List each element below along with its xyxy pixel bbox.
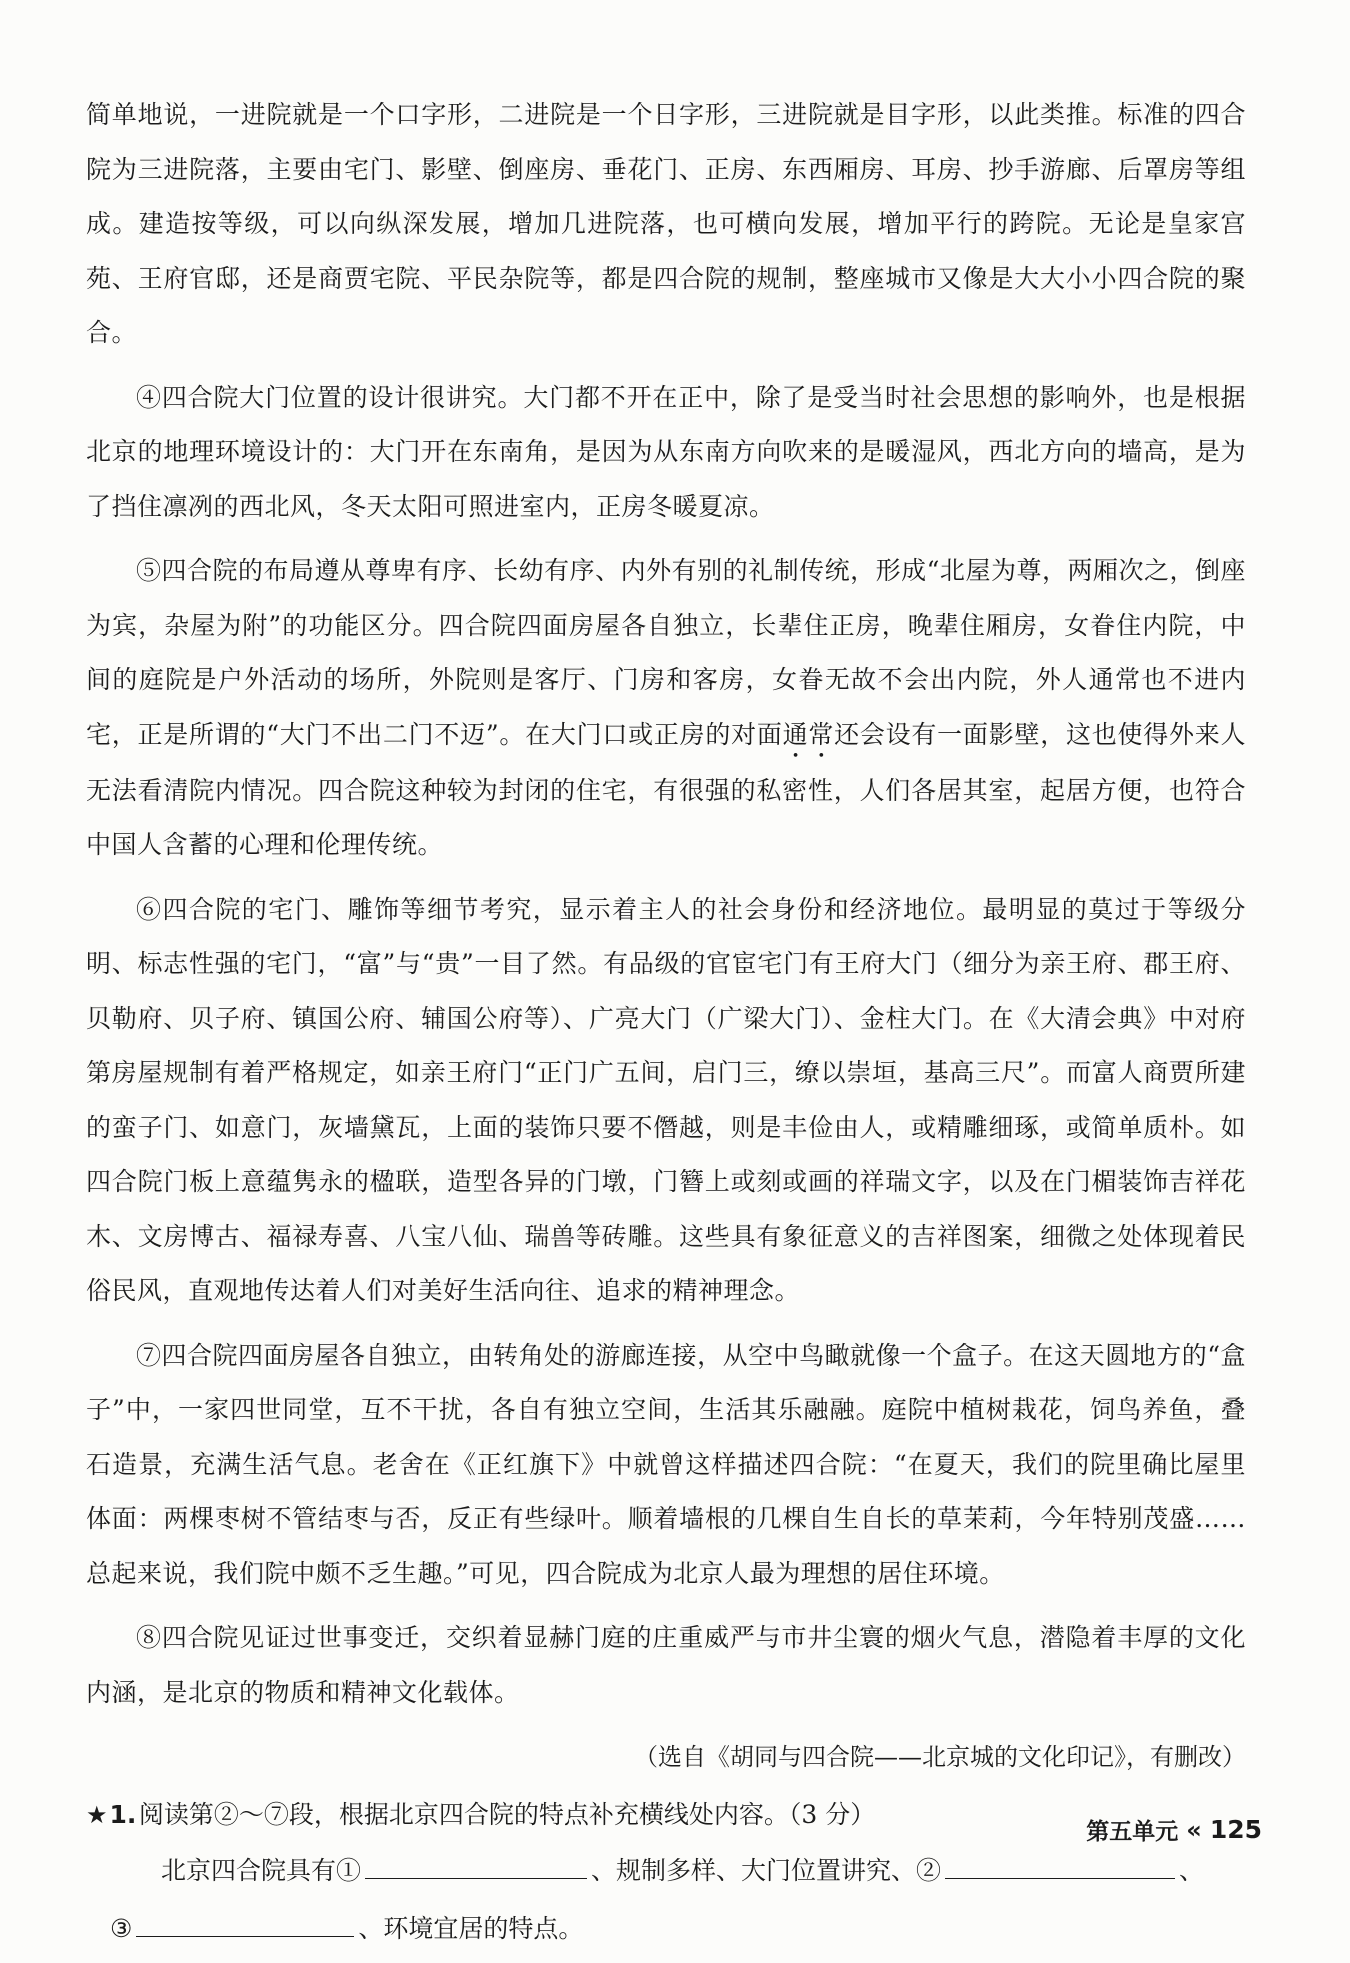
answer-text-2: 、规制多样、大门位置讲究、②	[591, 1856, 942, 1885]
answer-line-2	[86, 1900, 1246, 1958]
question-number: 1.	[109, 1800, 137, 1829]
article-body	[86, 88, 1246, 1958]
question-text: 阅读第②～⑦段，根据北京四合院的特点补充横线处内容。（3 分）	[138, 1800, 876, 1829]
paragraph-5-part-b: 还会设有一面影壁，这也使得外来人无法看清院内情况。四合院这种较为封闭的住宅，有很强的私密性，人们各居其室，起居方便，也符合中国人含蓄的心理和伦理传统。	[86, 719, 1246, 859]
source-citation: （选自《胡同与四合院——北京城的文化印记》，有删改）	[634, 1743, 1246, 1771]
paragraph-8: ⑧四合院见证过世事变迁，交织着显赫门庭的庄重威严与市井尘寰的烟火气息，潜隐着丰厚的文化内涵，是北京的物质和精神文化载体。	[86, 1623, 1246, 1707]
emphasized-word: 通常	[782, 719, 835, 749]
paragraph-3-continued: 简单地说，一进院就是一个口字形，二进院是一个日字形，三进院就是目字形，以此类推。标准的四合院为三进院落，主要由宅门、影壁、倒座房、垂花门、正房、东西厢房、耳房、抄手游廊、后罩房等组成。建造按等级，可以向纵深发展，增加几进院落，也可横向发展，增加平行的跨院。无论是皇家宫苑、王府官邸，还是商贾宅院、平民杂院等，都是四合院的规制，整座城市又像是大大小小四合院的聚合。	[86, 100, 1246, 347]
answer-text-1: 北京四合院具有①	[161, 1856, 362, 1885]
answer-text-5: 、环境宜居的特点。	[358, 1914, 584, 1943]
unit-label: 第五单元	[1086, 1819, 1179, 1845]
answer-blank-1[interactable]	[365, 1850, 587, 1879]
answer-line-1	[86, 1842, 1246, 1900]
answer-blank-3[interactable]	[136, 1908, 354, 1937]
paragraph-6: ⑥四合院的宅门、雕饰等细节考究，显示着主人的社会身份和经济地位。最明显的莫过于等级分明、标志性强的宅门，“富”与“贵”一目了然。有品级的官宦宅门有王府大门（细分为亲王府、郡王府、贝勒府、贝子府、镇国公府、辅国公府等）、广亮大门（广梁大门）、金柱大门。在《大清会典》中对府第房屋规制有着严格规定，如亲王府门“正门广五间，启门三，缭以崇垣，基高三尺”。而富人商贾所建的蛮子门、如意门，灰墙黛瓦，上面的装饰只要不僭越，则是丰俭由人，或精雕细琢，或简单质朴。如四合院门板上意蕴隽永的楹联，造型各异的门墩，门簪上或刻或画的祥瑞文字，以及在门楣装饰吉祥花木、文房博古、福禄寿喜、八宝八仙、瑞兽等砖雕。这些具有象征意义的吉祥图案，细微之处体现着民俗民风，直观地传达着人们对美好生活向往、追求的精神理念。	[86, 894, 1246, 1305]
paragraph-7: ⑦四合院四面房屋各自独立，由转角处的游廊连接，从空中鸟瞰就像一个盒子。在这天圆地方的“盒子”中，一家四世同堂，互不干扰，各自有独立空间，生活其乐融融。庭院中植树栽花，饲鸟养鱼，叠石造景，充满生活气息。老舍在《正红旗下》中就曾这样描述四合院：“在夏天，我们的院里确比屋里体面：两棵枣树不管结枣与否，反正有些绿叶。顺着墙根的几棵自生自长的草茉莉，今年特别茂盛……总起来说，我们院中颇不乏生趣。”可见，四合院成为北京人最为理想的居住环境。	[86, 1340, 1246, 1588]
paragraph-4: ④四合院大门位置的设计很讲究。大门都不开在正中，除了是受当时社会思想的影响外，也是根据北京的地理环境设计的：大门开在东南角，是因为从东南方向吹来的是暖湿风，西北方向的墙高，是为了挡住凛冽的西北风，冬天太阳可照进室内，正房冬暖夏凉。	[86, 382, 1246, 521]
answer-blank-2[interactable]	[945, 1850, 1175, 1879]
answer-text-4: ③	[110, 1914, 133, 1943]
page-number: 125	[1209, 1815, 1262, 1844]
question-1	[86, 1788, 1246, 1842]
answer-text-3: 、	[1179, 1856, 1205, 1885]
paragraph-5-part-a: ⑤四合院的布局遵从尊卑有序、长幼有序、内外有别的礼制传统，形成“北屋为尊，两厢次之，倒座为宾，杂屋为附”的功能区分。四合院四面房屋各自独立，长辈住正房，晚辈住厢房，女眷住内院，中间的庭院是户外活动的场所，外院则是客厅、门房和客房，女眷无故不会出内院，外人通常也不进内宅，正是所谓的“大门不出二门不迈”。在大门口或正房的对面	[86, 556, 1246, 749]
paragraph-5	[86, 544, 1246, 873]
star-icon: ★	[86, 1801, 108, 1829]
chevron-left-icon: «	[1186, 1815, 1196, 1844]
page-footer	[1086, 1813, 1262, 1846]
